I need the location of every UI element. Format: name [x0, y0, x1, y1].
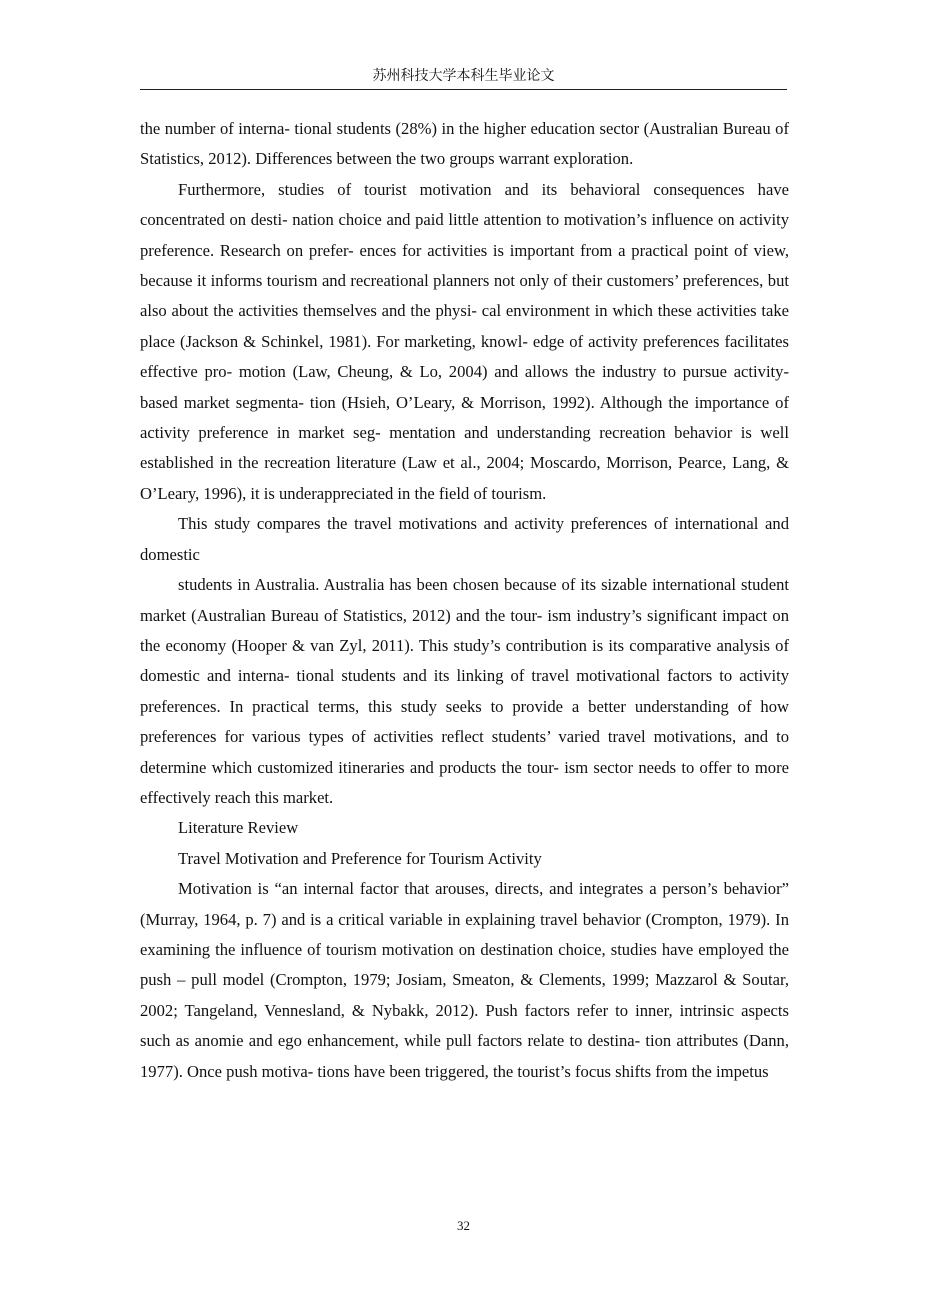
- header-rule: [140, 89, 787, 90]
- paragraph-motivation-definition: Motivation is “an internal factor that arouses, directs, and integrates a person’s behavior” (Murray, 1964, p. 7) and is a critical variable in explaining travel behavior (Crompton, 1979). In examining the influence of tourism motivation on destination choice, studies have employed the push – pull model (Crompton, 1979; Josiam, Smeaton, & Clements, 1999; Mazzarol & Soutar, 2002; Tangeland, Vennesland, & Nybakk, 2012). Push factors refer to inner, intrinsic aspects such as anomie and ego enhancement, while pull factors relate to destina- tion attributes (Dann, 1977). Once push motiva- tions have been triggered, the tourist’s focus shifts from the impetus: [140, 879, 789, 1081]
- subsection-heading-travel-motivation: Travel Motivation and Preference for Tourism Activity: [178, 848, 542, 868]
- section-heading-literature-review: Literature Review: [178, 818, 299, 838]
- paragraph-activity-preference: Furthermore, studies of tourist motivation and its behavioral consequences have concentrated on desti- nation choice and paid little attention to motivation’s influence on activity preference. Research on prefer- ences for activities is important from a practical point of view, because it informs tourism and recreational planners not only of their customers’ preferences, but also about the activities themselves and the physi- cal environment in which these activities take place (Jackson & Schinkel, 1981). For marketing, knowl- edge of activity preferences facilitates effective pro- motion (Law, Cheung, & Lo, 2004) and allows the industry to pursue activity-based market segmenta- tion (Hsieh, O’Leary, & Morrison, 1992). Although the importance of activity preference in market seg- mentation and understanding recreation behavior is well established in the recreation literature (Law et al., 2004; Moscardo, Morrison, Pearce, Lang, & O’Leary, 1996), it is underappreciated in the field of tourism.: [140, 179, 789, 503]
- paragraph-study-intro: This study compares the travel motivations and activity preferences of international and domestic: [140, 514, 789, 564]
- paragraph-continuation: the number of interna- tional students (28%) in the higher education sector (Australian Bureau of Statistics, 2012). Differences between the two groups warrant exploration.: [140, 119, 789, 169]
- page-header-title: 苏州科技大学本科生毕业论文: [372, 68, 555, 84]
- paragraph-study-contribution: students in Australia. Australia has been chosen because of its sizable international student market (Australian Bureau of Statistics, 2012) and the tour- ism industry’s significant impact on the economy (Hooper & van Zyl, 2011). This study’s contribution is its comparative analysis of domestic and interna- tional students and its linking of travel motivational factors to activity preferences. In practical terms, this study seeks to provide a better understanding of how preferences for various types of activities reflect students’ varied travel motivations, and to determine which customized itineraries and products the tour- ism sector needs to offer to more effectively reach this market.: [140, 575, 789, 807]
- body-text: [140, 114, 789, 1087]
- page-number: 32: [457, 1218, 470, 1233]
